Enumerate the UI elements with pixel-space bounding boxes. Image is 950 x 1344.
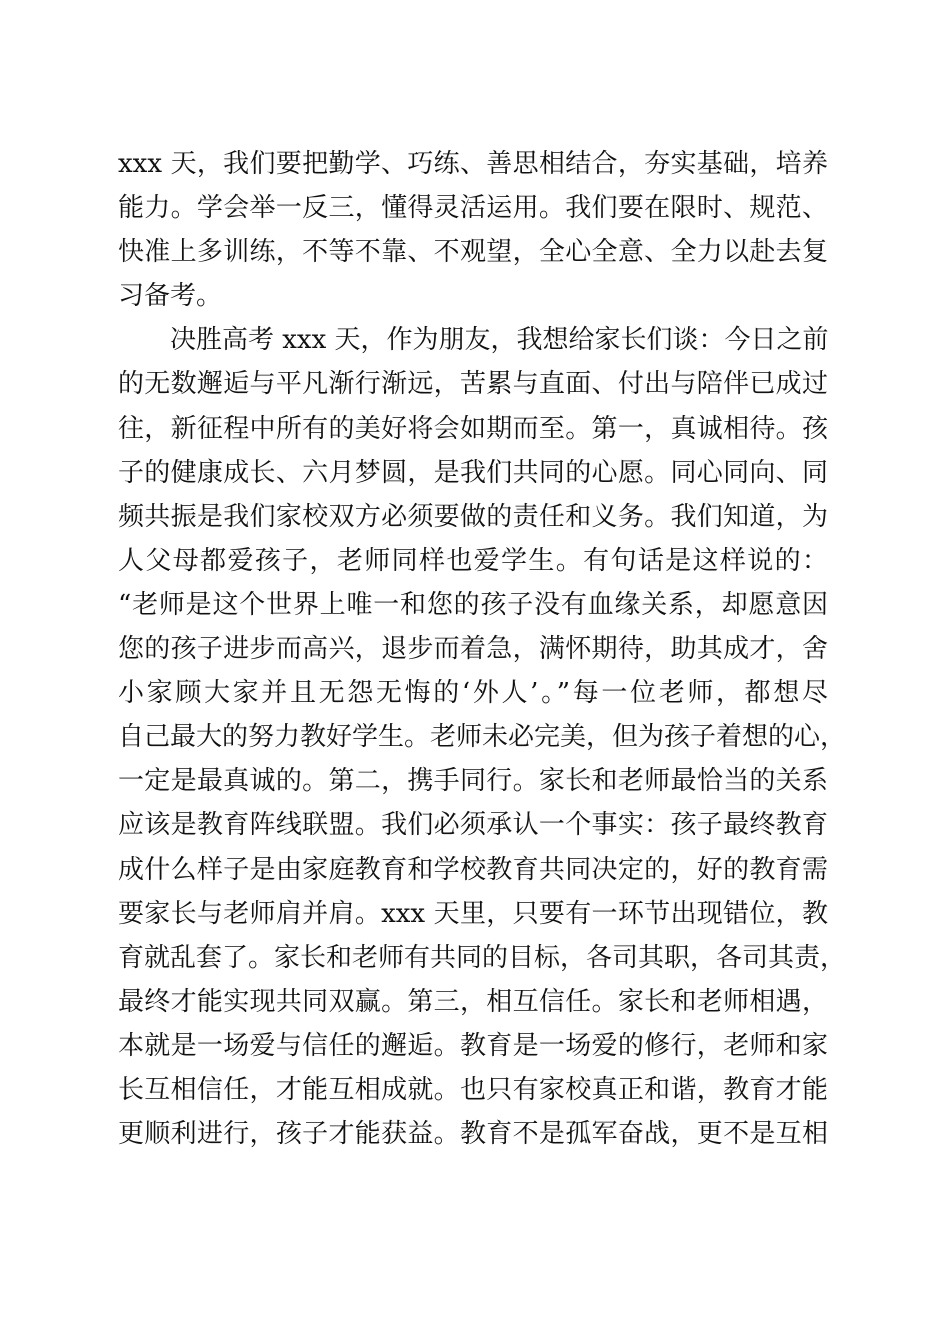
text-line: “老师是这个世界上唯一和您的孩子没有血缘关系，却愿意因 xyxy=(118,589,828,620)
text-line: 长互相信任，才能互相成就。也只有家校真正和谐，教育才能 xyxy=(118,1074,828,1105)
text-line: 小家顾大家并且无怨无悔的‘外人’。”每一位老师，都想尽 xyxy=(118,678,828,709)
text-line: 频共振是我们家校双方必须要做的责任和义务。我们知道，为 xyxy=(118,501,828,532)
text-line: 育就乱套了。家长和老师有共同的目标，各司其职，各司其责， xyxy=(118,942,847,973)
text-line: 子的健康成长、六月梦圆，是我们共同的心愿。同心同向、同 xyxy=(118,457,828,488)
text-line: 自己最大的努力教好学生。老师未必完美，但为孩子着想的心， xyxy=(118,722,847,753)
text-line: 您的孩子进步而高兴，退步而着急，满怀期待，助其成才，舍 xyxy=(118,634,828,665)
text-line: 习备考。 xyxy=(118,281,223,312)
text-line: 人父母都爱孩子，老师同样也爱学生。有句话是这样说的： xyxy=(118,545,828,576)
text-line: 最终才能实现共同双赢。第三，相互信任。家长和老师相遇， xyxy=(118,986,828,1017)
text-line: 能力。学会举一反三，懂得灵活运用。我们要在限时、规范、 xyxy=(118,193,828,224)
text-line: 更顺利进行，孩子才能获益。教育不是孤军奋战，更不是互相 xyxy=(118,1119,828,1150)
body-text xyxy=(118,142,847,1156)
text-line: 要家长与老师肩并肩。xxx 天里，只要有一环节出现错位，教 xyxy=(118,898,828,929)
text-line: 往，新征程中所有的美好将会如期而至。第一，真诚相待。孩 xyxy=(118,413,828,444)
text-line: 一定是最真诚的。第二，携手同行。家长和老师最恰当的关系 xyxy=(118,766,828,797)
text-line: 决胜高考 xxx 天，作为朋友，我想给家长们谈：今日之前 xyxy=(170,325,829,356)
text-line: 成什么样子是由家庭教育和学校教育共同决定的，好的教育需 xyxy=(118,854,828,885)
text-line: 应该是教育阵线联盟。我们必须承认一个事实：孩子最终教育 xyxy=(118,810,828,841)
text-line: 本就是一场爱与信任的邂逅。教育是一场爱的修行，老师和家 xyxy=(118,1030,828,1061)
text-line: xxx 天，我们要把勤学、巧练、善思相结合，夯实基础，培养 xyxy=(118,149,828,179)
text-line: 快准上多训练，不等不靠、不观望，全心全意、全力以赴去复 xyxy=(118,237,828,268)
text-line: 的无数邂逅与平凡渐行渐远，苦累与直面、付出与陪伴已成过 xyxy=(118,369,828,400)
